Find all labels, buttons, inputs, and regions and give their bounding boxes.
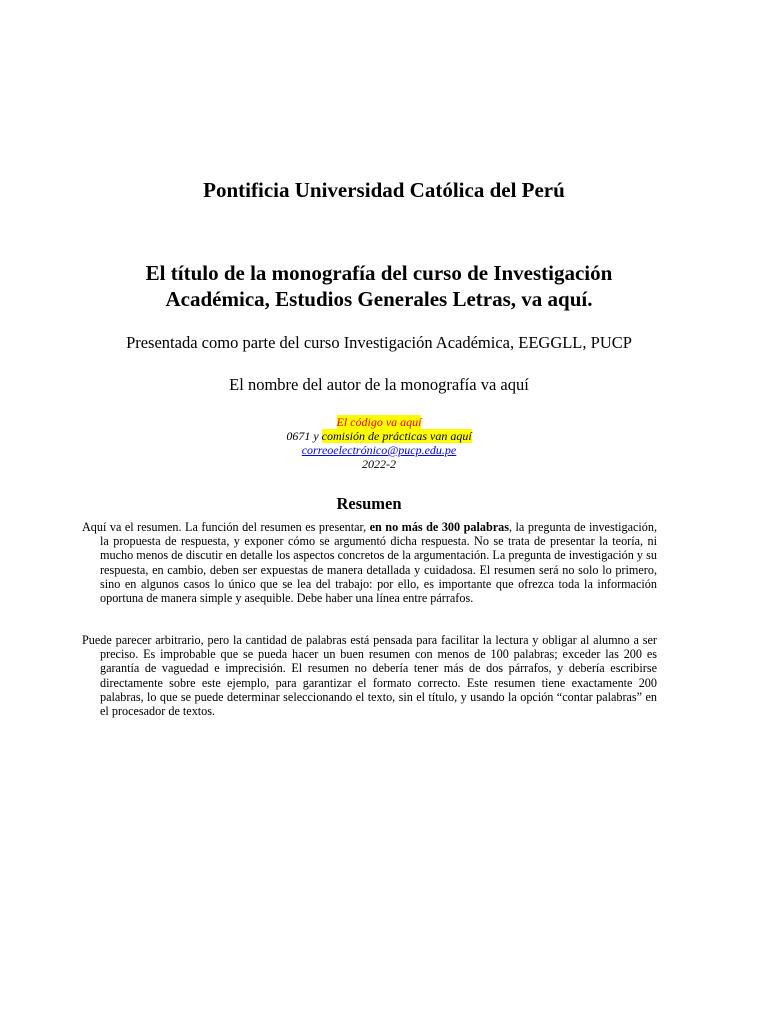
abstract-paragraph-1 xyxy=(82,520,657,605)
abstract-p1-start: Aquí va el resumen. La función del resumen es presentar, xyxy=(82,520,370,534)
author-meta xyxy=(0,415,758,471)
author-name: El nombre del autor de la monografía va aquí xyxy=(229,375,529,394)
abstract-p1-end: , la pregunta de investigación, la propuesta de respuesta, y exponer cómo se argumentó dicha respuesta. No se trata de presentar la teoría, ni mucho menos de discutir en detalle los aspectos concretos de la argumentación. La pregunta de investigación y su respuesta, en cambio, deben ser expuestas de manera detallada y cuidadosa. El resumen será no solo lo primero, sino en algunos casos lo único que se lea del trabajo: por ello, es importante que ofrezca toda la información oportuna de manera simple y asequible. Debe haber una línea entre párrafos. xyxy=(100,520,658,606)
student-code: El código va aquí xyxy=(336,415,422,429)
university-name: Pontificia Universidad Católica del Perú xyxy=(203,178,565,202)
student-code-line xyxy=(0,415,758,429)
abstract-p1-bold: en no más de 300 palabras xyxy=(369,520,509,534)
presented-line: Presentada como parte del curso Investigación Académica, EEGGLL, PUCP xyxy=(126,333,632,352)
monograph-title: El título de la monografía del curso de Investigación Académica, Estudios Generales Letras, va aquí. xyxy=(145,261,613,311)
semester-line xyxy=(0,457,758,471)
abstract-paragraph-2: Puede parecer arbitrario, pero la cantidad de palabras está pensada para facilitar la lectura y obligar al alumno a ser preciso. Es improbable que se pueda hacer un buen resumen con menos de 100 palabras; exceder las 200 es garantía de vaguedad e imprecisión. El resumen no debería tener más de dos párrafos, y debería escribirse directamente sobre este ejemplo, para garantizar el formato correcto. Este resumen tiene exactamente 200 palabras, lo que se puede determinar seleccionando el texto, sin el título, y usando la opción “contar palabras” en el procesador de textos. xyxy=(82,633,657,719)
abstract-heading: Resumen xyxy=(336,494,402,513)
semester: 2022-2 xyxy=(362,457,396,471)
section-number: 0671 y xyxy=(286,429,322,443)
email-line xyxy=(0,443,758,457)
section-line xyxy=(0,429,758,443)
section-placeholder: comisión de prácticas van aquí xyxy=(321,429,472,443)
email-link[interactable]: correoelectrónico@pucp.edu.pe xyxy=(301,443,457,457)
